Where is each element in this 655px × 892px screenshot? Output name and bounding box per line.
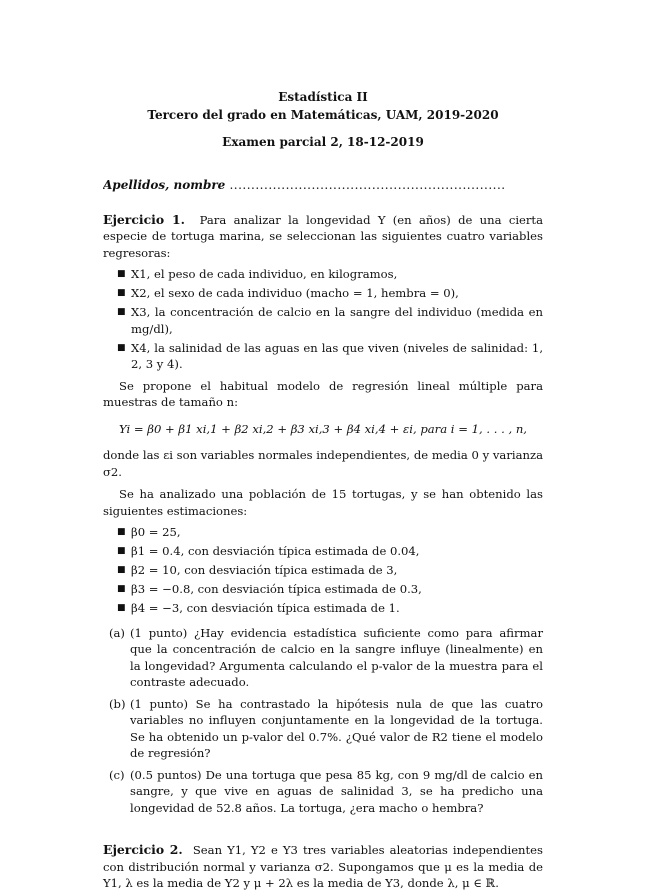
bullet-icon: ■ xyxy=(117,546,126,556)
ex1-parts xyxy=(103,625,543,817)
part-text: (1 punto) Se ha contrastado la hipótesis nula de que las cuatro variables no influyen conjuntamente en la longevidad de la tortuga. Se ha obtenido un p-valor del 0.7%. ¿Qué valor de R2 tiene el modelo de regresión? xyxy=(130,696,543,760)
exercise-1 xyxy=(103,212,543,817)
list-item: ■ X1, el peso de cada individuo, en kilogramos, xyxy=(117,267,398,281)
list-item: ■ X3, la concentración de calcio en la sangre del individuo (medida en mg/dl), xyxy=(117,305,543,336)
name-field[interactable] xyxy=(103,177,543,194)
part-text: (1 punto) ¿Hay evidencia estadística suficiente como para afirmar que la concentración de calcio en la sangre influye (linealmente) en la longevidad? Argumenta calculando el p-valor de la muestra para el contraste adecuado. xyxy=(130,625,543,689)
part-label: (b) xyxy=(109,696,126,711)
exam-header xyxy=(103,88,543,151)
bullet-icon: ■ xyxy=(117,584,126,594)
part-label: (c) xyxy=(109,767,125,782)
list-item: ■ β2 = 10, con desviación típica estimada de 3, xyxy=(117,563,398,577)
bullet-icon: ■ xyxy=(117,288,126,298)
part-text: (0.5 puntos) De una tortuga que pesa 85 kg, con 9 mg/dl de calcio en sangre, y que vive en aguas de salinidad 3, se ha predicho una longevidad de 52.8 años. La tortuga, ¿era macho o hembra? xyxy=(130,767,543,815)
ex1-part-c xyxy=(103,767,543,817)
bullet-icon: ■ xyxy=(117,603,126,613)
program-line: Tercero del grado en Matemáticas, UAM, 2019-2020 xyxy=(147,108,499,122)
ex1-errors: donde las εi son variables normales independientes, de media 0 y varianza σ2. xyxy=(103,448,543,479)
bullet-icon: ■ xyxy=(117,527,126,537)
bullet-icon: ■ xyxy=(117,269,126,279)
name-dots: ................................................................ xyxy=(229,178,506,192)
bullet-icon: ■ xyxy=(117,307,126,317)
list-item: ■ β4 = −3, con desviación típica estimada de 1. xyxy=(117,601,400,615)
ex1-estimates-list xyxy=(103,524,543,617)
ex1-part-a xyxy=(103,625,543,691)
course-title: Estadística II xyxy=(278,90,368,104)
ex1-model-intro: Se propone el habitual modelo de regresión lineal múltiple para muestras de tamaño n: xyxy=(103,378,543,409)
ex1-variable-list xyxy=(103,266,543,373)
list-item: ■ β0 = 25, xyxy=(117,525,181,539)
list-item: ■ β1 = 0.4, con desviación típica estimada de 0.04, xyxy=(117,544,420,558)
exercise-2 xyxy=(103,842,543,892)
bullet-icon: ■ xyxy=(117,342,126,353)
exam-title: Examen parcial 2, 18-12-2019 xyxy=(222,135,424,149)
list-item: ■ X2, el sexo de cada individuo (macho = 1, hembra = 0), xyxy=(117,286,459,300)
ex1-title: Ejercicio 1. xyxy=(103,211,185,227)
list-item: ■ β3 = −0.8, con desviación típica estimada de 0.3, xyxy=(117,582,422,596)
list-item: ■ X4, la salinidad de las aguas en las que viven (niveles de salinidad: 1, 2, 3 y 4). xyxy=(117,340,543,371)
part-label: (a) xyxy=(109,625,125,640)
regression-formula: Yi = β0 + β1 xi,1 + β2 xi,2 + β3 xi,3 + β4 xi,4 + εi, para i = 1, . . . , n, xyxy=(119,421,527,436)
exam-page xyxy=(103,88,543,892)
ex1-intro: Para analizar la longevidad Y (en años) de una cierta especie de tortuga marina, se seleccionan las siguientes cuatro variables regresoras: xyxy=(103,212,544,260)
bullet-icon: ■ xyxy=(117,565,126,575)
ex1-intro-paragraph xyxy=(103,212,543,262)
ex1-data-intro: Se ha analizado una población de 15 tortugas, y se han obtenido las siguientes estimaciones: xyxy=(103,487,543,518)
ex2-title: Ejercicio 2. xyxy=(103,842,183,857)
ex2-text: Sean Y1, Y2 e Y3 tres variables aleatorias independientes con distribución normal y varianza σ2. Supongamos que μ es la media de Y1, λ es la media de Y2 y μ + 2λ es la media de Y3, donde λ, μ ∈ ℝ. xyxy=(103,843,543,890)
name-label: Apellidos, nombre xyxy=(103,178,226,192)
ex1-part-b xyxy=(103,696,543,762)
ex2-paragraph xyxy=(103,842,543,892)
